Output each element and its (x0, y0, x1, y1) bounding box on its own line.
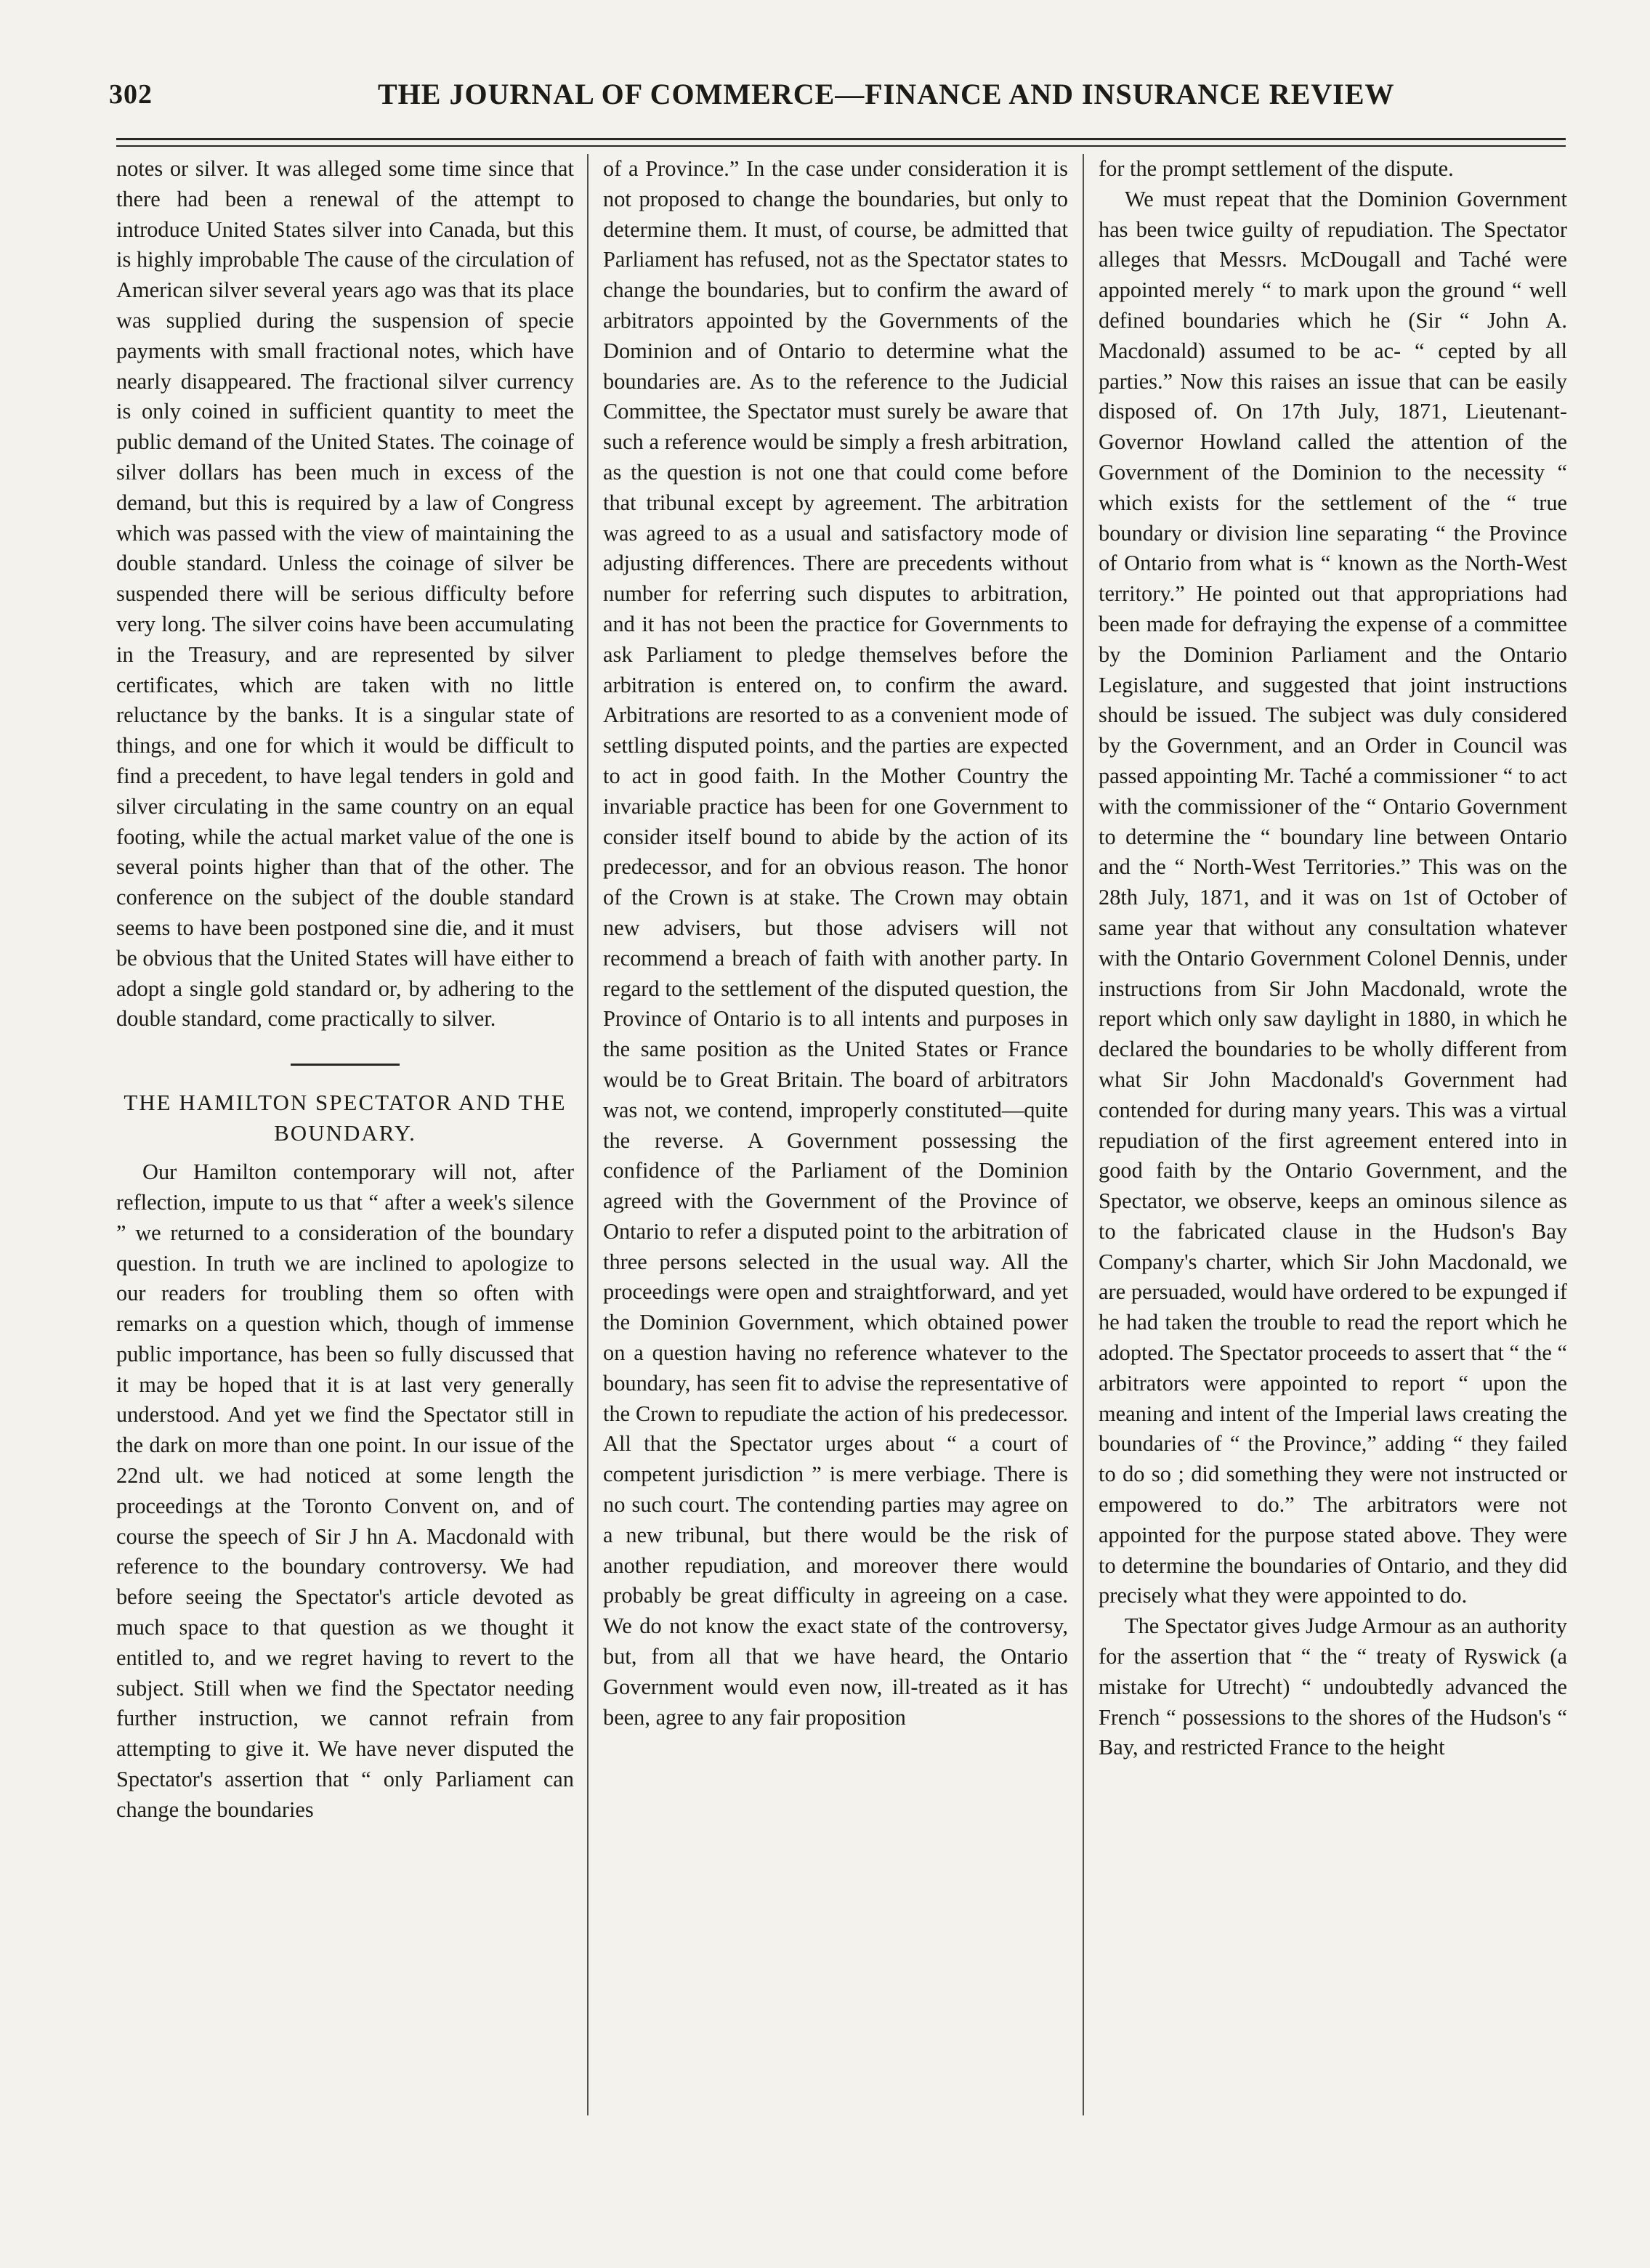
paragraph: Our Hamilton contemporary will not, after reflection, impute to us that “ after a week's silence ” we returned to a consideration of the boundary question. In truth we are inclined to apologize to our readers for troubling them so often with remarks on a question which, though of immense public importance, has been so fully discussed that it may be hoped that it is at last very generally understood. And yet we find the Spectator still in the dark on more than one point. In our issue of the 22nd ult. we had noticed at some length the proceedings at the Toronto Convent on, and of course the speech of Sir J hn A. Macdonald with reference to the boundary controversy. We had before seeing the Spectator's article devoted as much space to that question as we thought it entitled to, and we regret having to revert to the subject. Still when we find the Spectator needing further instruction, we cannot refrain from attempting to give it. We have never disputed the Spectator's assertion that “ only Parliament can change the boundaries (116, 1159, 574, 1822)
section-divider (291, 1064, 400, 1066)
text-column-2 (603, 154, 1068, 1733)
text-column-3 (1099, 154, 1567, 1763)
page-header (109, 73, 1577, 116)
header-rule (116, 138, 1566, 140)
header-rule (116, 145, 1566, 147)
journal-title: THE JOURNAL OF COMMERCE—FINANCE AND INSURANCE REVIEW (378, 78, 1395, 110)
paragraph: of a Province.” In the case under consideration it is not proposed to change the boundaries, but only to determine them. It must, of course, be admitted that Parliament has refused, not as the Spectator states to change the boundaries, but to confirm the award of arbitrators appointed by the Governments of the Dominion and of Ontario to determine what the boundaries are. As to the reference to the Judicial Committee, the Spectator must surely be aware that such a reference would be simply a fresh arbitration, as the question is not one that could come before that tribunal except by agreement. The arbitration was agreed to as a usual and satisfactory mode of adjusting differences. There are precedents without number for referring such disputes to arbitration, and it has not been the practice for Governments to ask Parliament to pledge themselves before the arbitration is entered on, to confirm the award. Arbitrations are resorted to as a convenient mode of settling disputed points, and the parties are expected to act in good faith. In the Mother Country the invariable practice has been for one Government to consider itself bound to abide by the action of its predecessor, and for an obvious reason. The honor of the Crown is at stake. The Crown may obtain new advisers, but those advisers will not recommend a breach of faith with another party. In regard to the settlement of the disputed question, the Province of Ontario is to all intents and purposes in the same position as the United States or France would be to Great Britain. The board of arbitrators was not, we contend, improperly constituted—quite the reverse. A Government possessing the confidence of the Parliament of the Dominion agreed with the Government of the Province of Ontario to refer a disputed point to the arbitration of three persons selected in the usual way. All the proceedings were open and straightforward, and yet the Dominion Government, which obtained power on a question having no reference whatever to the boundary, has seen fit to advise the representative of the Crown to repudiate the action of his predecessor. All that the Spectator urges about “ a court of competent jurisdiction ” is mere verbiage. There is no such court. The contending parties may agree on a new tribunal, but there would be the risk of another repudiation, and moreover there would probably be great difficulty in agreeing on a case. We do not know the exact state of the controversy, but, from all that we have heard, the Ontario Government would even now, ill-treated as it has been, agree to any fair proposition (603, 156, 1068, 1730)
paragraph: notes or silver. It was alleged some time since that there had been a renewal of the attempt to introduce United States silver into Canada, but this is highly improbable The cause of the circulation of American silver several years ago was that its place was supplied during the suspension of specie payments with small fractional notes, which have nearly disappeared. The fractional silver currency is only coined in sufficient quantity to meet the public demand of the United States. The coinage of silver dollars has been much in excess of the demand, but this is required by a law of Congress which was passed with the view of maintaining the double standard. Unless the coinage of silver be suspended there will be serious difficulty before very long. The silver coins have been accumulating in the Treasury, and are represented by silver certificates, which are taken with no little reluctance by the banks. It is a singular state of things, and one for which it would be difficult to find a precedent, to have legal tenders in gold and silver circulating in the same country on an equal footing, while the actual market value of the one is several points higher than that of the other. The conference on the subject of the double standard seems to have been postponed sine die, and it must be obvious that the United States will have either to adopt a single gold standard or, by adhering to the double standard, come practically to silver. (116, 156, 574, 1032)
column-divider (587, 154, 589, 2115)
page-number: 302 (109, 79, 153, 110)
text-column-1 (116, 154, 574, 1826)
article-heading: THE HAMILTON SPECTATOR AND THE BOUNDARY. (124, 1090, 567, 1146)
paragraph: We must repeat that the Dominion Government has been twice guilty of repudiation. The Spectator alleges that Messrs. McDougall and Taché were appointed merely “ to mark upon the ground “ well defined boundaries which he (Sir “ John A. Macdonald) assumed to be ac- “ cepted by all parties.” Now this raises an issue that can be easily disposed of. On 17th July, 1871, Lieutenant-Governor Howland called the attention of the Government of the Dominion to the necessity “ which exists for the settlement of the “ true boundary or division line separating “ the Province of Ontario from what is “ known as the North-West territory.” He pointed out that appropriations had been made for defraying the expense of a committee by the Dominion Parliament and the Ontario Legislature, and suggested that joint instructions should be issued. The subject was duly considered by the Government, and an Order in Council was passed appointing Mr. Taché a commissioner “ to act with the commissioner of the “ Ontario Government to determine the “ boundary line between Ontario and the “ North-West Territories.” This was on the 28th July, 1871, and it was on 1st of October of same year that without any consultation whatever with the Ontario Government Colonel Dennis, under instructions from Sir John Macdonald, wrote the report which only saw daylight in 1880, in which he declared the boundaries to be wholly different from what Sir John Macdonald's Government had contended for during many years. This was a virtual repudiation of the first agreement entered into in good faith by the Ontario Government, and the Spectator, we observe, keeps an ominous silence as to the fabricated clause in the Hudson's Bay Company's charter, which Sir John Macdonald, we are persuaded, would have ordered to be expunged if he had taken the trouble to read the report which he adopted. The Spectator proceeds to assert that “ the “ arbitrators were appointed to report “ upon the meaning and intent of the Imperial laws creating the boundaries of “ the Province,” adding “ they failed to do so ; did something they were not instructed or empowered to do.” The arbitrators were not appointed for the purpose stated above. They were to determine the boundaries of Ontario, and they did precisely what they were appointed to do. (1099, 186, 1567, 1608)
paragraph: for the prompt settlement of the dispute. (1099, 156, 1454, 181)
paragraph: The Spectator gives Judge Armour as an authority for the assertion that “ the “ treaty of Ryswick (a mistake for Utrecht) “ undoubtedly advanced the French “ possessions to the shores of the Hudson's “ Bay, and restricted France to the height (1099, 1613, 1567, 1760)
column-divider (1083, 154, 1084, 2115)
